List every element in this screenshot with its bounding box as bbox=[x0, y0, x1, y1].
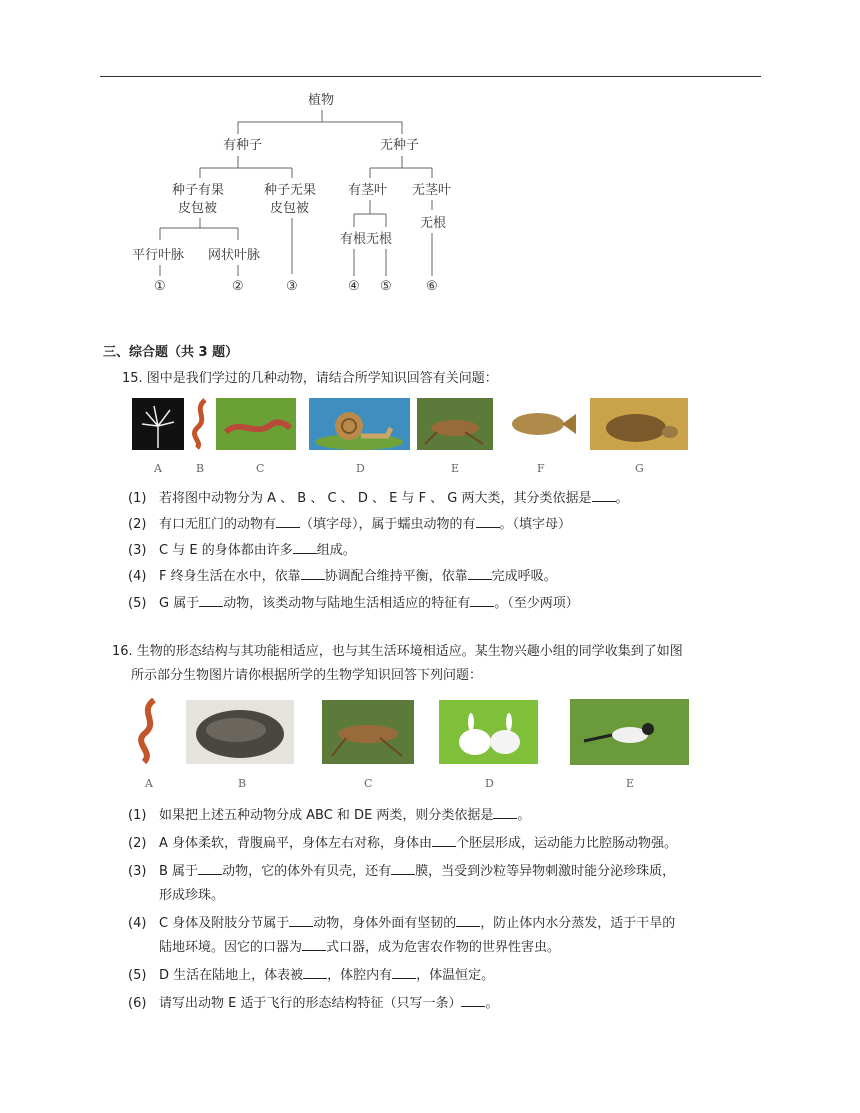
q16-image-a bbox=[130, 698, 166, 764]
answer-blank[interactable] bbox=[476, 515, 500, 528]
q15-label-g: G bbox=[635, 462, 644, 475]
answer-blank[interactable] bbox=[199, 594, 223, 607]
q15-image-f bbox=[500, 398, 580, 450]
answer-blank[interactable] bbox=[392, 966, 416, 979]
q16-image-b bbox=[186, 700, 294, 764]
tree-l2-c: 有茎叶 bbox=[348, 183, 388, 198]
tree-l1-right: 无种子 bbox=[380, 138, 420, 153]
answer-blank[interactable] bbox=[301, 567, 325, 580]
q15-image-d bbox=[309, 398, 410, 450]
answer-blank[interactable] bbox=[461, 994, 485, 1007]
tree-root: 植物 bbox=[308, 93, 335, 108]
plant-classification-diagram bbox=[120, 84, 480, 299]
q16-stem-line2: 所示部分生物图片请你根据所学的生物学知识回答下列问题： bbox=[131, 668, 483, 683]
tree-leaf-5: ⑤ bbox=[380, 279, 392, 294]
tree-l2-b1: 种子无果 bbox=[264, 183, 317, 198]
q15-image-c bbox=[216, 398, 296, 450]
q16-image-c bbox=[322, 700, 414, 764]
q15-label-d: D bbox=[356, 462, 365, 475]
answer-blank[interactable] bbox=[456, 914, 480, 927]
q15-image-e bbox=[417, 398, 493, 450]
header-rule bbox=[100, 76, 761, 77]
q15-stem: 15. 图中是我们学过的几种动物，请结合所学知识回答有关问题： bbox=[122, 371, 498, 386]
answer-blank[interactable] bbox=[302, 938, 326, 951]
section-title: 三、综合题（共 3 题） bbox=[103, 345, 239, 360]
tree-l3-b: 网状叶脉 bbox=[208, 248, 261, 263]
answer-blank[interactable] bbox=[276, 515, 300, 528]
answer-blank[interactable] bbox=[468, 567, 492, 580]
tree-l3-c: 有根无根 bbox=[340, 232, 393, 247]
q16-image-d bbox=[439, 700, 538, 764]
q16-label-c: C bbox=[364, 777, 373, 790]
q15-label-a: A bbox=[154, 462, 162, 475]
tree-l2-a1: 种子有果 bbox=[172, 183, 225, 198]
tree-leaf-3: ③ bbox=[286, 279, 298, 294]
tree-leaf-1: ① bbox=[154, 279, 166, 294]
tree-l2-b2: 皮包被 bbox=[270, 201, 310, 216]
q16-image-e bbox=[570, 699, 689, 765]
tree-l2-d: 无茎叶 bbox=[412, 183, 452, 198]
q15-image-a bbox=[132, 398, 184, 450]
tree-l2-a2: 皮包被 bbox=[178, 201, 218, 216]
answer-blank[interactable] bbox=[493, 806, 517, 819]
answer-blank[interactable] bbox=[293, 541, 317, 554]
answer-blank[interactable] bbox=[289, 914, 313, 927]
answer-blank[interactable] bbox=[470, 594, 494, 607]
answer-blank[interactable] bbox=[432, 834, 456, 847]
q15-label-e: E bbox=[451, 462, 460, 475]
q16-label-b: B bbox=[238, 777, 247, 790]
answer-blank[interactable] bbox=[592, 489, 616, 502]
answer-blank[interactable] bbox=[303, 966, 327, 979]
answer-blank[interactable] bbox=[198, 862, 222, 875]
q16-label-a: A bbox=[145, 777, 153, 790]
q15-label-b: B bbox=[196, 462, 205, 475]
q15-image-g bbox=[590, 398, 688, 450]
tree-leaf-6: ⑥ bbox=[426, 279, 438, 294]
q15-label-c: C bbox=[256, 462, 265, 475]
q16-stem-line1: 16. 生物的形态结构与其功能相适应，也与其生活环境相适应。某生物兴趣小组的同学收集到了如图 bbox=[112, 644, 683, 659]
tree-leaf-2: ② bbox=[232, 279, 244, 294]
q16-label-e: E bbox=[626, 777, 635, 790]
tree-l3-d: 无根 bbox=[420, 216, 447, 231]
q16-label-d: D bbox=[485, 777, 494, 790]
tree-leaf-4: ④ bbox=[348, 279, 360, 294]
answer-blank[interactable] bbox=[391, 862, 415, 875]
q15-label-f: F bbox=[537, 462, 545, 475]
tree-l1-left: 有种子 bbox=[223, 138, 263, 153]
q15-image-b bbox=[187, 398, 213, 450]
tree-l3-a: 平行叶脉 bbox=[132, 248, 185, 263]
